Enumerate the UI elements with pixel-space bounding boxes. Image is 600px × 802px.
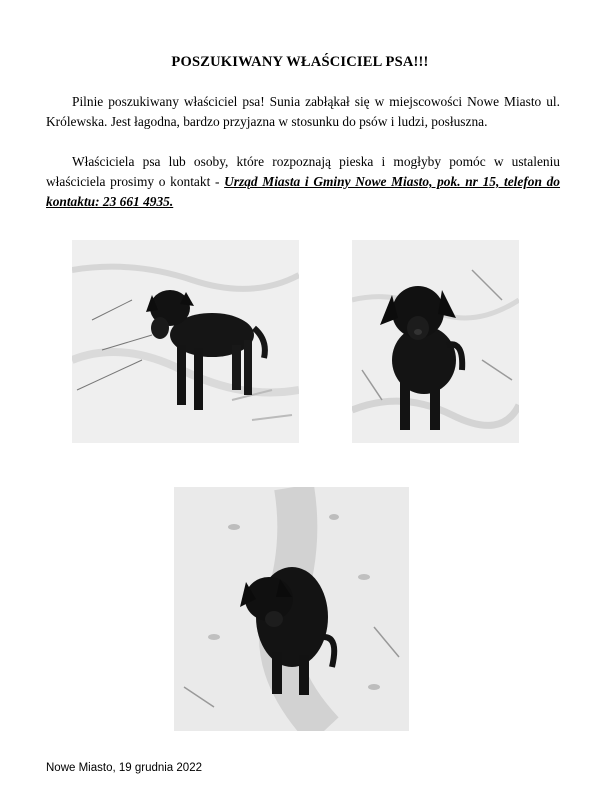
dog-photo-3 xyxy=(174,487,409,731)
dog-photo-1 xyxy=(72,240,299,443)
contact-details: Urząd Miasta i Gminy Nowe Miasto, pok. nr 15, telefon do kontaktu: 23 661 4935. xyxy=(46,174,561,209)
footer-place-date: Nowe Miasto, 19 grudnia 2022 xyxy=(46,762,202,774)
notice-paragraph-description: Pilnie poszukiwany właściciel psa! Sunia zabłąkał się w miejscowości Nowe Miasto ul. Królewska. Jest łagodna, bardzo przyjazna w stosunku do psów i ludzi, posłuszna. xyxy=(46,94,560,129)
contact-intro-text: Właściciela psa lub osoby, które rozpoznają pieska i mogłyby pomóc w ustaleniu właściciela prosimy o kontakt - xyxy=(46,154,560,189)
notice-title: POSZUKIWANY WŁAŚCICIEL PSA!!! xyxy=(171,54,429,70)
dog-side-view-image xyxy=(72,240,299,443)
dog-front-view-image xyxy=(352,240,519,443)
dog-photo-2 xyxy=(352,240,519,443)
notice-paragraph-contact xyxy=(46,152,560,212)
dog-top-view-image xyxy=(174,487,409,731)
